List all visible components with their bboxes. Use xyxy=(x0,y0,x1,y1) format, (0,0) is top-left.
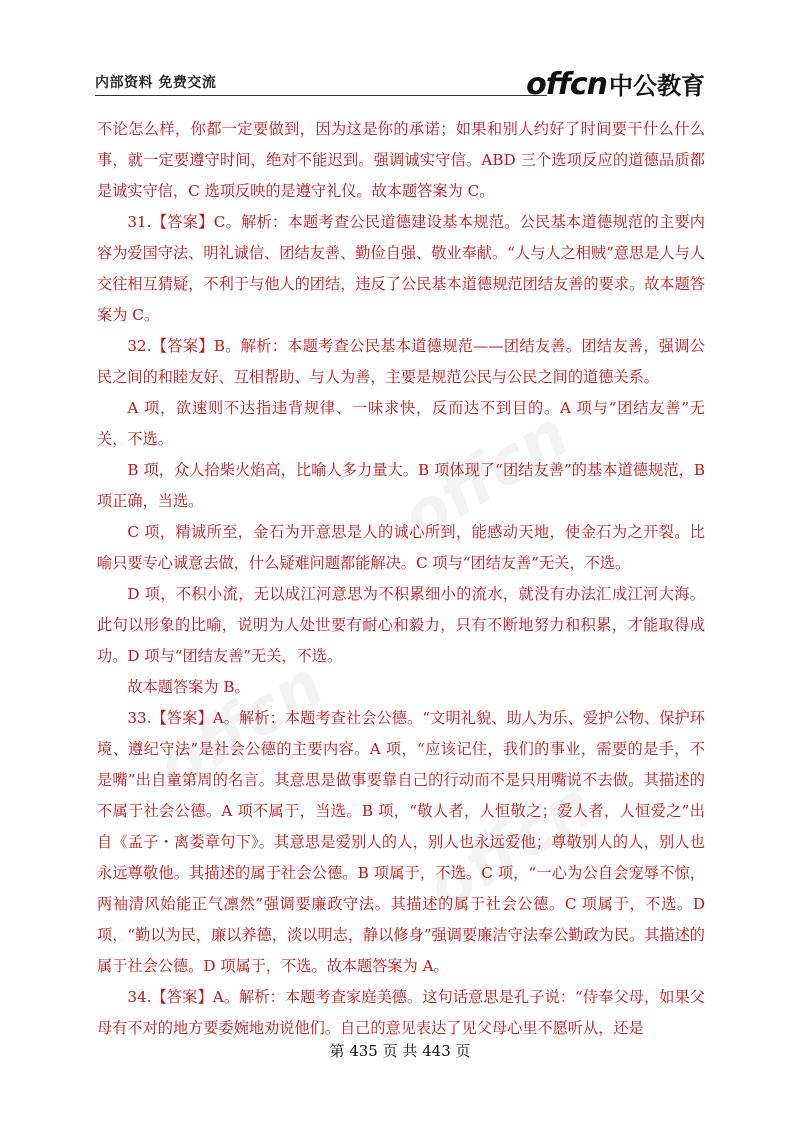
paragraph-q32: 32.【答案】B。解析：本题考查公民基本道德规范——团结友善。团结友善，强调公民之间的和睦友好、互相帮助、与人为善，主要是规范公民与公民之间的道德关系。 xyxy=(97,337,705,386)
paragraph-q32-option-b: B 项，众人拾柴火焰高，比喻人多力量大。B 项体现了“团结友善”的基本道德规范，B 项正确，当选。 xyxy=(97,461,705,510)
paragraph-q32-option-d: D 项，不积小流，无以成江河意思为不积累细小的流水，就没有办法汇成江河大海。此句以形象的比喻，说明为人处世要有耐心和毅力，只有不断地努力和积累，才能取得成功。D 项与“团结友善”无关，不选。 xyxy=(97,585,705,665)
paragraph-q32-option-c: C 项，精诚所至，金石为开意思是人的诚心所到，能感动天地，使金石为之开裂。比喻只要专心诚意去做，什么疑难问题都能解决。C 项与“团结友善”无关，不选。 xyxy=(97,523,705,572)
paragraph-continued: 不论怎么样，你都一定要做到，因为这是你的承诺；如果和别人约好了时间要干什么什么事，就一定要遵守时间，绝对不能迟到。强调诚实守信。ABD 三个选项反应的道德品质都是诚实守信，C 选项反映的是遵守礼仪。故本题答案为 C。 xyxy=(97,120,705,200)
offcn-logo xyxy=(526,67,705,102)
page-number: 第 435 页 共 443 页 xyxy=(329,1042,471,1060)
header-label: 内部资料 免费交流 xyxy=(95,75,217,91)
logo-chinese-text: 中公教育 xyxy=(609,72,705,100)
answer-explanations xyxy=(97,114,705,1044)
page-header xyxy=(95,64,705,100)
paragraph-q32-option-a: A 项，欲速则不达指违背规律、一味求快，反而达不到目的。A 项与“团结友善”无关，不选。 xyxy=(97,399,705,448)
paragraph-q34: 34.【答案】A。解析：本题考查家庭美德。这句话意思是孔子说：“侍奉父母，如果父母有不对的地方要委婉地劝说他们。自己的意见表达了见父母心里不愿听从，还是 xyxy=(97,988,705,1037)
paragraph-q33: 33.【答案】A。解析：本题考查社会公德。“文明礼貌、助人为乐、爱护公物、保护环境、遵纪守法”是社会公德的主要内容。A 项，“应该记住，我们的事业，需要的是手，不是嘴”出自童第周的名言。其意思是做事要靠自己的行动而不是只用嘴说不去做。其描述的不属于社会公德。A 项不属于，当选。B 项，“敬人者，人恒敬之；爱人者，人恒爱之”出自《孟子・离娄章句下》。其意思是爱别人的人，别人也永远爱他；尊敬别人的人，别人也永远尊敬他。其描述的属于社会公德。B 项属于，不选。C 项，“一心为公自会宠辱不惊，两袖清风始能正气凛然”强调要廉政守法。其描述的属于社会公德。C 项属于，不选。D 项，“勤以为民，廉以养德，淡以明志，静以修身”强调要廉洁守法奉公勤政为民。其描述的属于社会公德。D 项属于，不选。故本题答案为 A。 xyxy=(97,709,705,975)
logo-latin-text: offcn xyxy=(526,67,607,102)
header-rule xyxy=(95,95,547,96)
paragraph-q31: 31.【答案】C。解析：本题考查公民道德建设基本规范。公民基本道德规范的主要内容为爱国守法、明礼诚信、团结友善、勤俭自强、敬业奉献。“人与人之相贼”意思是人与人交往相互猜疑，不利于与他人的团结，违反了公民基本道德规范团结友善的要求。故本题答案为 C。 xyxy=(97,213,705,324)
paragraph-q32-answer: 故本题答案为 B。 xyxy=(127,678,250,696)
